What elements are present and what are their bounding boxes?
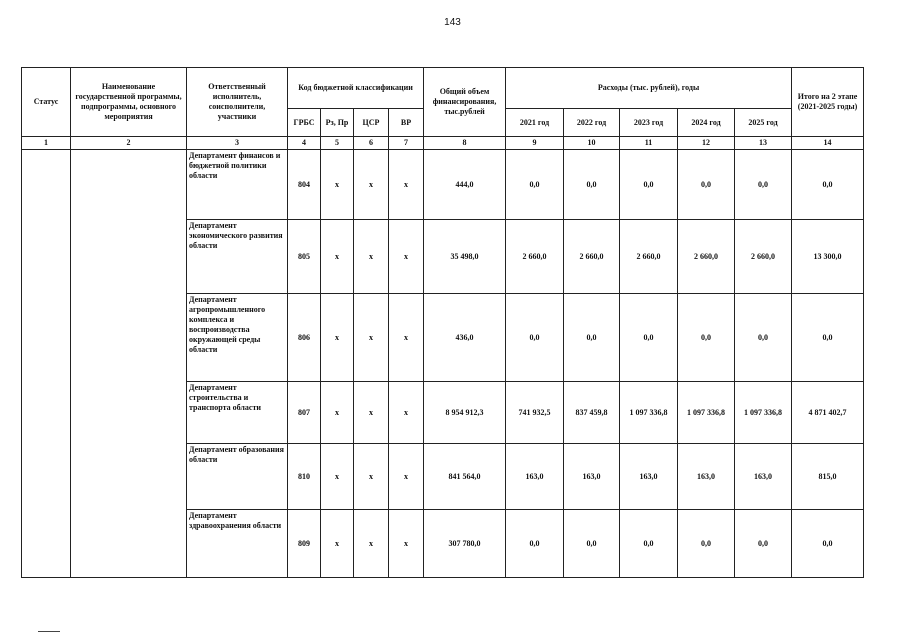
year-2021-cell: 2 660,0 [506, 220, 564, 294]
rz-pr-cell: х [321, 294, 354, 382]
column-number: 12 [678, 137, 735, 150]
column-number: 14 [792, 137, 864, 150]
year-2022-cell: 0,0 [564, 510, 620, 578]
footer-mark [38, 631, 60, 632]
year-2023-cell: 0,0 [620, 510, 678, 578]
year-2025-cell: 0,0 [735, 294, 792, 382]
header-grbs: ГРБС [288, 109, 321, 137]
year-2025-cell: 1 097 336,8 [735, 382, 792, 444]
header-responsible: Ответственный исполнитель, соисполнители, участники [187, 68, 288, 137]
total-cell: 444,0 [424, 150, 506, 220]
year-2021-cell: 0,0 [506, 150, 564, 220]
rz-pr-cell: х [321, 510, 354, 578]
column-number: 11 [620, 137, 678, 150]
header-program-name: Наименование государственной программы, подпрограммы, основного мероприятия [71, 68, 187, 137]
year-2024-cell: 163,0 [678, 444, 735, 510]
total-cell: 307 780,0 [424, 510, 506, 578]
year-2022-cell: 0,0 [564, 150, 620, 220]
year-2023-cell: 0,0 [620, 294, 678, 382]
year-2023-cell: 2 660,0 [620, 220, 678, 294]
header-year-2023: 2023 год [620, 109, 678, 137]
year-2021-cell: 0,0 [506, 510, 564, 578]
total-cell: 841 564,0 [424, 444, 506, 510]
executor-cell: Департамент финансов и бюджетной политики области [187, 150, 288, 220]
column-number: 10 [564, 137, 620, 150]
status-cell [22, 150, 71, 578]
header-vr: ВР [389, 109, 424, 137]
column-number: 4 [288, 137, 321, 150]
total-cell: 436,0 [424, 294, 506, 382]
header-rz-pr: Рз, Пр [321, 109, 354, 137]
year-2022-cell: 837 459,8 [564, 382, 620, 444]
vr-cell: х [389, 382, 424, 444]
year-2024-cell: 0,0 [678, 294, 735, 382]
year-2023-cell: 1 097 336,8 [620, 382, 678, 444]
year-2022-cell: 163,0 [564, 444, 620, 510]
column-number: 13 [735, 137, 792, 150]
header-year-2025: 2025 год [735, 109, 792, 137]
header-budget-code: Код бюджетной классификации [288, 68, 424, 109]
rz-pr-cell: х [321, 444, 354, 510]
csr-cell: х [354, 444, 389, 510]
csr-cell: х [354, 294, 389, 382]
year-2024-cell: 0,0 [678, 150, 735, 220]
year-2025-cell: 0,0 [735, 510, 792, 578]
executor-cell: Департамент агропромышленного комплекса и воспроизводства окружающей среды области [187, 294, 288, 382]
budget-table [21, 67, 864, 578]
year-2025-cell: 163,0 [735, 444, 792, 510]
year-2022-cell: 2 660,0 [564, 220, 620, 294]
year-2022-cell: 0,0 [564, 294, 620, 382]
year-2021-cell: 163,0 [506, 444, 564, 510]
column-number: 1 [22, 137, 71, 150]
grbs-cell: 805 [288, 220, 321, 294]
vr-cell: х [389, 150, 424, 220]
header-year-2024: 2024 год [678, 109, 735, 137]
csr-cell: х [354, 382, 389, 444]
year-2021-cell: 0,0 [506, 294, 564, 382]
rz-pr-cell: х [321, 150, 354, 220]
year-2023-cell: 163,0 [620, 444, 678, 510]
column-number: 7 [389, 137, 424, 150]
header-year-2021: 2021 год [506, 109, 564, 137]
vr-cell: х [389, 444, 424, 510]
csr-cell: х [354, 510, 389, 578]
stage-total-cell: 0,0 [792, 294, 864, 382]
header-stage-total: Итого на 2 этапе (2021-2025 годы) [792, 68, 864, 137]
total-cell: 8 954 912,3 [424, 382, 506, 444]
stage-total-cell: 4 871 402,7 [792, 382, 864, 444]
grbs-cell: 810 [288, 444, 321, 510]
stage-total-cell: 815,0 [792, 444, 864, 510]
year-2025-cell: 0,0 [735, 150, 792, 220]
column-number: 3 [187, 137, 288, 150]
year-2023-cell: 0,0 [620, 150, 678, 220]
total-cell: 35 498,0 [424, 220, 506, 294]
header-year-2022: 2022 год [564, 109, 620, 137]
column-number: 8 [424, 137, 506, 150]
header-expenses: Расходы (тыс. рублей), годы [506, 68, 792, 109]
executor-cell: Департамент экономического развития области [187, 220, 288, 294]
vr-cell: х [389, 220, 424, 294]
program-name-cell [71, 150, 187, 578]
header-status: Статус [22, 68, 71, 137]
column-number-row [22, 137, 864, 150]
executor-cell: Департамент строительства и транспорта области [187, 382, 288, 444]
grbs-cell: 809 [288, 510, 321, 578]
grbs-cell: 807 [288, 382, 321, 444]
csr-cell: х [354, 150, 389, 220]
vr-cell: х [389, 294, 424, 382]
year-2021-cell: 741 932,5 [506, 382, 564, 444]
grbs-cell: 804 [288, 150, 321, 220]
page-number: 143 [444, 17, 461, 28]
csr-cell: х [354, 220, 389, 294]
column-number: 6 [354, 137, 389, 150]
executor-cell: Департамент образования области [187, 444, 288, 510]
rz-pr-cell: х [321, 382, 354, 444]
column-number: 2 [71, 137, 187, 150]
header-csr: ЦСР [354, 109, 389, 137]
year-2025-cell: 2 660,0 [735, 220, 792, 294]
column-number: 9 [506, 137, 564, 150]
stage-total-cell: 13 300,0 [792, 220, 864, 294]
executor-cell: Департамент здравоохранения области [187, 510, 288, 578]
year-2024-cell: 0,0 [678, 510, 735, 578]
header-total-volume: Общий объем финансирования, тыс.рублей [424, 68, 506, 137]
stage-total-cell: 0,0 [792, 150, 864, 220]
year-2024-cell: 2 660,0 [678, 220, 735, 294]
grbs-cell: 806 [288, 294, 321, 382]
column-number: 5 [321, 137, 354, 150]
year-2024-cell: 1 097 336,8 [678, 382, 735, 444]
rz-pr-cell: х [321, 220, 354, 294]
table-row [22, 150, 864, 220]
stage-total-cell: 0,0 [792, 510, 864, 578]
vr-cell: х [389, 510, 424, 578]
